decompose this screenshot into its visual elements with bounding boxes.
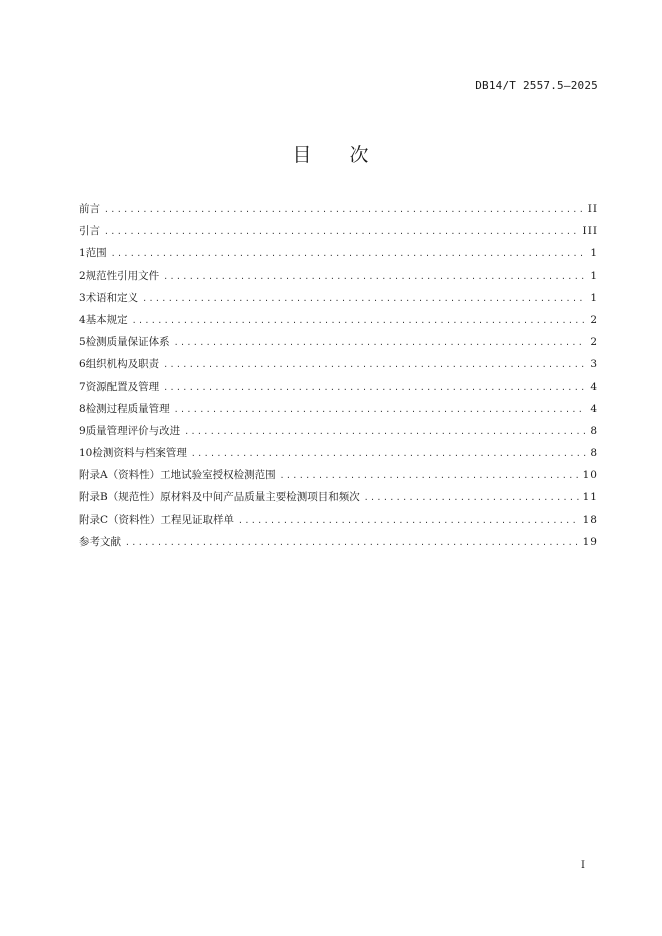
toc-entry-number: 10 (79, 447, 93, 460)
dot-leader (174, 332, 587, 354)
toc-entry-page: 4 (590, 402, 598, 415)
toc-entry-section-8[interactable] (79, 398, 598, 420)
toc-entry-label: 规范性引用文件 (85, 269, 160, 282)
dot-leader (238, 510, 579, 532)
toc-entry-page: 1 (590, 269, 598, 282)
toc-entry-section-2[interactable] (79, 265, 598, 287)
dot-leader (184, 421, 586, 443)
toc-entry-appendix-tag: 附录A（资料性） (79, 469, 161, 482)
toc-entry-label: 资源配置及管理 (85, 380, 160, 393)
document-code: DB14/T 2557.5—2025 (475, 79, 598, 92)
toc-entry-number: 3 (79, 291, 86, 304)
toc-entry-page: II (587, 203, 598, 215)
table-of-contents (79, 198, 598, 553)
toc-entry-page: 8 (590, 424, 598, 437)
toc-entry-label: 工程见证取样单 (160, 513, 235, 526)
toc-entry-number: 5 (79, 336, 86, 349)
toc-entry-label: 基本规定 (85, 313, 128, 326)
toc-entry-references[interactable] (79, 531, 598, 553)
page-number: I (581, 860, 585, 871)
dot-leader (174, 399, 587, 421)
toc-entry-page: 1 (590, 291, 598, 304)
toc-entry-introduction[interactable] (79, 220, 598, 242)
toc-entry-section-5[interactable] (79, 331, 598, 353)
toc-entry-page: 3 (590, 358, 598, 371)
toc-entry-label: 检测过程质量管理 (85, 402, 170, 415)
dot-leader (364, 487, 579, 509)
toc-entry-page: 8 (590, 447, 598, 460)
toc-entry-section-10[interactable] (79, 442, 598, 464)
toc-entry-section-1[interactable] (79, 242, 598, 264)
dot-leader (104, 199, 584, 221)
toc-entry-section-6[interactable] (79, 353, 598, 375)
dot-leader (132, 310, 587, 332)
toc-entry-page: 1 (590, 247, 598, 260)
dot-leader (280, 465, 579, 487)
toc-entry-label: 组织机构及职责 (85, 358, 160, 371)
dot-leader (111, 243, 587, 265)
dot-leader (142, 288, 586, 310)
toc-entry-label: 检测资料与档案管理 (92, 447, 187, 460)
toc-entry-page: 4 (590, 380, 598, 393)
toc-entry-appendix-a[interactable] (79, 464, 598, 486)
toc-entry-label: 检测质量保证体系 (85, 336, 170, 349)
toc-entry-section-3[interactable] (79, 287, 598, 309)
dot-leader (163, 354, 586, 376)
toc-entry-section-9[interactable] (79, 420, 598, 442)
toc-entry-page: III (582, 225, 598, 238)
toc-entry-number: 6 (79, 358, 86, 371)
toc-entry-label: 工地试验室授权检测范围 (160, 469, 276, 482)
toc-entry-label: 原材料及中间产品质量主要检测项目和频次 (160, 491, 360, 504)
dot-leader (104, 221, 579, 243)
toc-entry-section-4[interactable] (79, 309, 598, 331)
dot-leader (163, 266, 586, 288)
toc-entry-number: 9 (79, 424, 86, 437)
toc-entry-page: 10 (582, 469, 598, 482)
dot-leader (191, 443, 586, 465)
toc-entry-number: 1 (79, 247, 86, 260)
toc-entry-page: 18 (582, 513, 598, 526)
toc-entry-number: 8 (79, 402, 86, 415)
toc-entry-page: 2 (590, 313, 598, 326)
toc-entry-appendix-tag: 附录C（资料性） (79, 513, 161, 526)
toc-entry-number: 7 (79, 380, 86, 393)
toc-entry-section-7[interactable] (79, 376, 598, 398)
toc-entry-label: 引言 (79, 225, 100, 238)
toc-entry-appendix-c[interactable] (79, 509, 598, 531)
dot-leader (163, 377, 586, 399)
toc-entry-page: 19 (582, 535, 598, 548)
toc-entry-label: 前言 (79, 203, 100, 215)
toc-entry-page: 2 (590, 336, 598, 349)
toc-entry-foreword[interactable] (79, 198, 598, 220)
toc-entry-number: 4 (79, 313, 86, 326)
toc-entry-appendix-tag: 附录B（规范性） (79, 491, 161, 504)
toc-entry-page: 11 (582, 491, 598, 504)
toc-entry-label: 术语和定义 (85, 291, 139, 304)
toc-entry-label: 参考文献 (79, 535, 121, 548)
toc-entry-number: 2 (79, 269, 86, 282)
page-title: 目 次 (292, 144, 370, 166)
toc-entry-appendix-b[interactable] (79, 486, 598, 508)
toc-entry-label: 质量管理评价与改进 (85, 424, 181, 437)
toc-entry-label: 范围 (85, 247, 107, 260)
dot-leader (125, 532, 579, 554)
